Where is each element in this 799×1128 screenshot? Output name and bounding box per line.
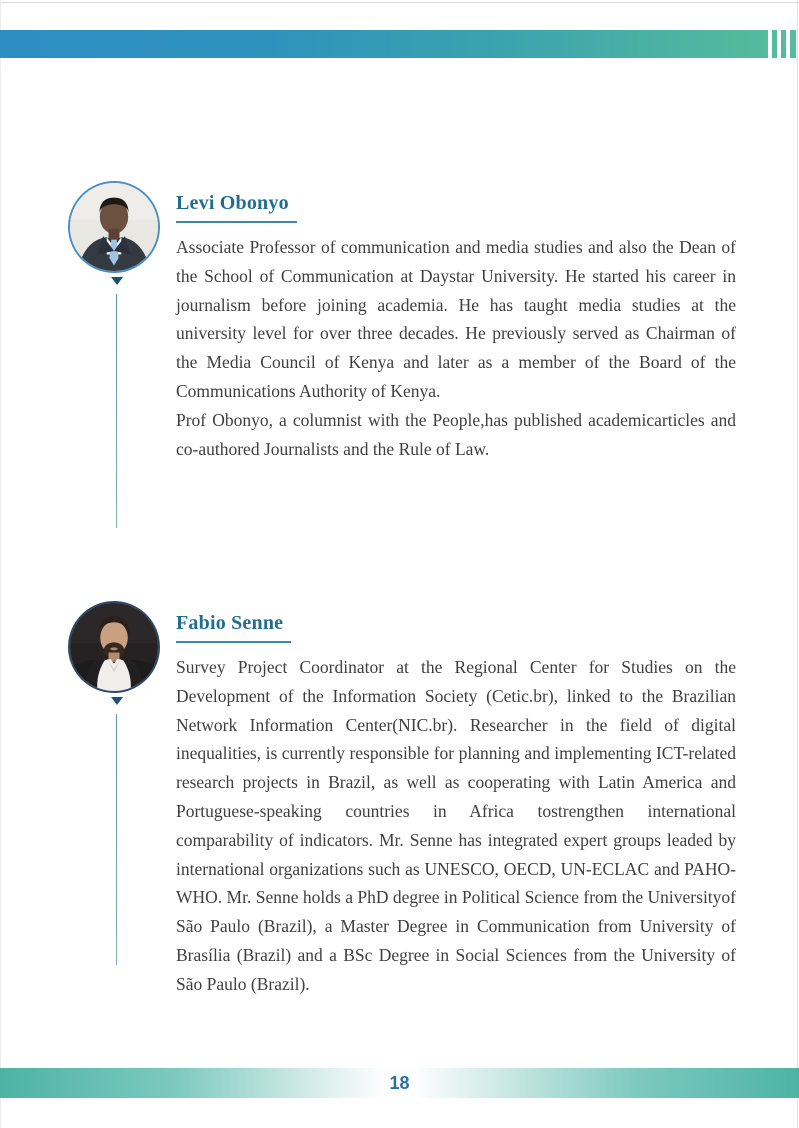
header-accent-strip: [772, 30, 777, 58]
timeline-connector: [116, 294, 117, 528]
bio-name-heading: Fabio Senne: [176, 612, 291, 643]
portrait-photo-icon: [70, 603, 158, 691]
bio-paragraph: Associate Professor of communication and media studies and also the Dean of the School of Communication at Daystar University. He started his career in journalism before joining academia. He has taught media studies at the university level for over three decades. He previously served as Chairman of the Media Council of Kenya and later as a member of the Board of the Communications Authority of Kenya.: [176, 237, 736, 401]
photo-tail-icon: [111, 277, 123, 285]
portrait-photo-icon: [70, 183, 158, 271]
bio-paragraph: Prof Obonyo, a columnist with the People,has published academicarticles and co-authored Journalists and the Rule of Law.: [176, 409, 736, 459]
page-edge-left: [0, 0, 1, 1128]
avatar-fabio-senne: [68, 601, 160, 693]
bio-section-levi-obonyo: [176, 192, 736, 463]
timeline-connector: [116, 714, 117, 965]
avatar-levi-obonyo: [68, 181, 160, 273]
bio-paragraph: Survey Project Coordinator at the Regional Center for Studies on the Development of the Information Society (Cetic.br), linked to the Brazilian Network Information Center(NIC.br). Researcher in the field of digital inequalities, is currently responsible for planning and implementing ICT-related research projects in Brazil, as well as cooperating with Latin America and Portuguese-speaking countries in Africa tostrengthen international comparability of indicators. Mr. Senne has integrated expert groups leaded by international organizations such as UNESCO, OECD, UN-ECLAC and PAHO-WHO. Mr. Senne holds a PhD degree in Political Science from the Universityof São Paulo (Brazil), a Master Degree in Communication from University of Brasília (Brazil) and a BSc Degree in Social Sciences from the University of São Paulo (Brazil).: [176, 657, 736, 994]
header-gradient-bar: [0, 30, 768, 58]
footer-band: [0, 1068, 799, 1098]
photo-tail-icon: [111, 697, 123, 705]
bio-text: [176, 653, 736, 999]
header-band: [0, 30, 799, 58]
page-edge-top: [0, 2, 799, 3]
bio-text: [176, 233, 736, 463]
header-accent-strip: [781, 30, 786, 58]
bio-section-fabio-senne: [176, 612, 736, 999]
page-edge-right: [797, 0, 798, 1128]
page-number: 18: [389, 1072, 410, 1093]
header-accent-strip: [790, 30, 796, 58]
bio-name-heading: Levi Obonyo: [176, 192, 297, 223]
